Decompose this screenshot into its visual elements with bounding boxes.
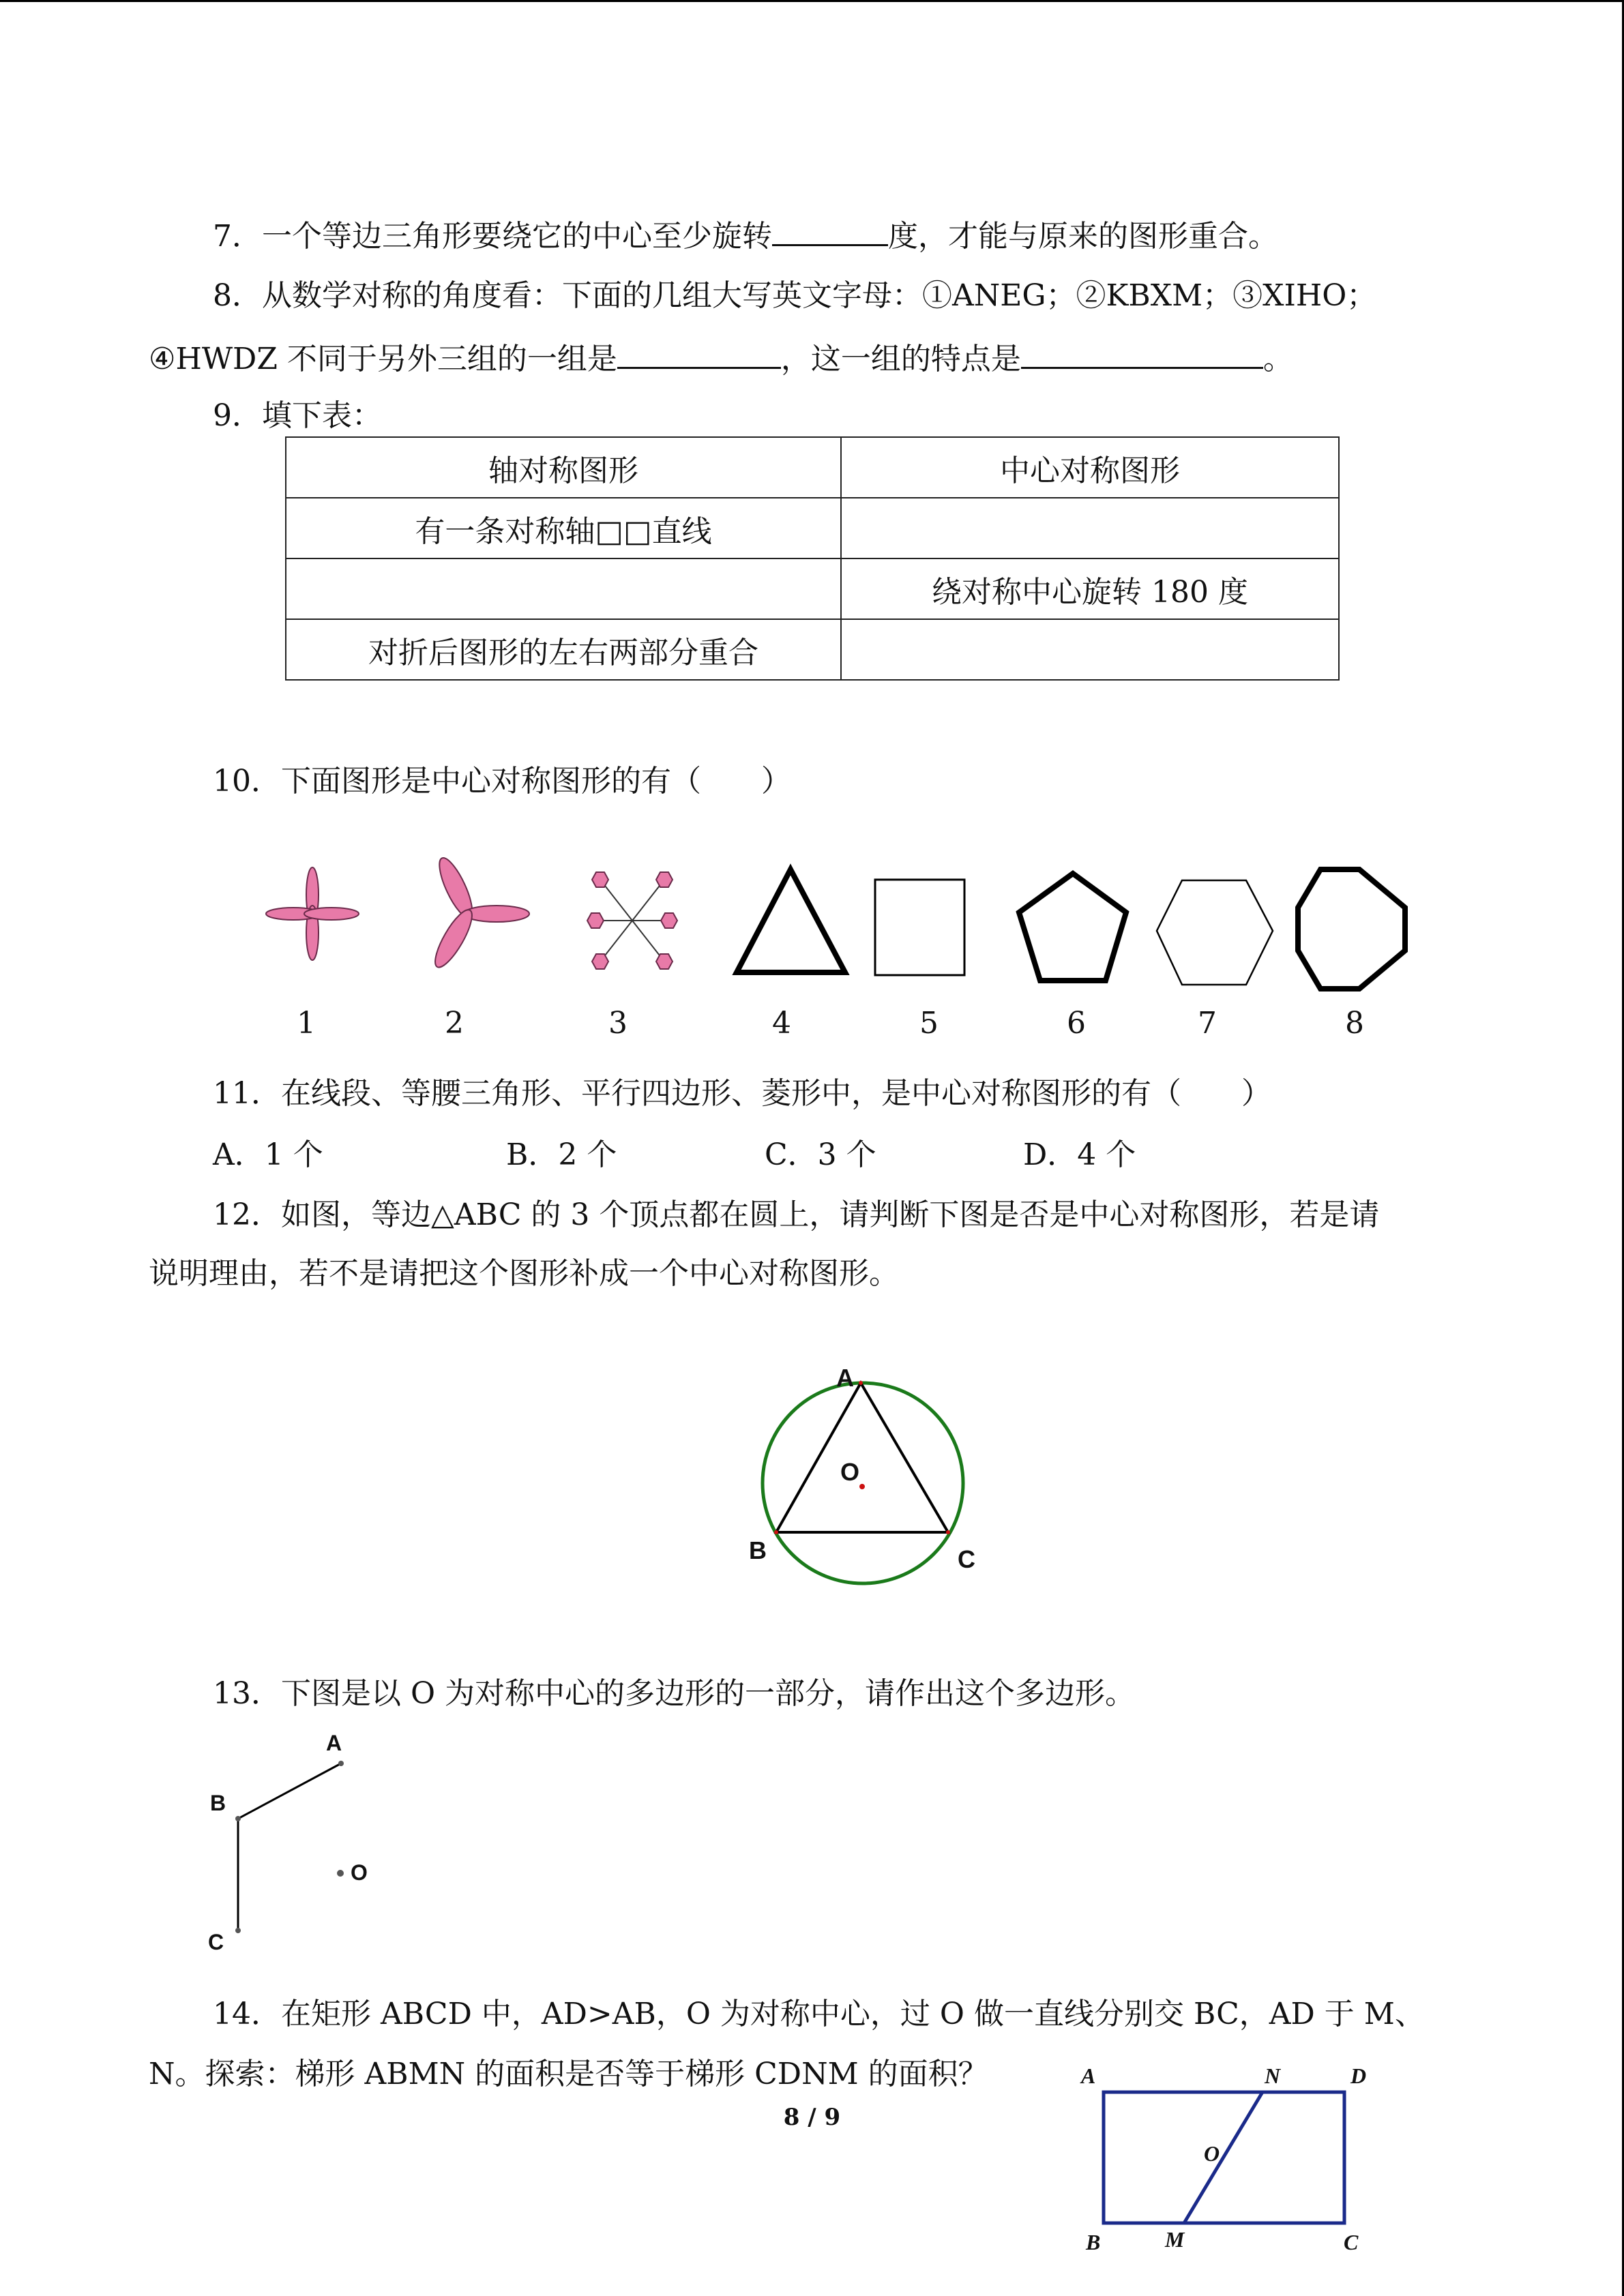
point-label-b: B: [749, 1536, 767, 1564]
figure-label: 6: [1067, 1006, 1086, 1041]
page-number: 8 / 9: [783, 2104, 841, 2131]
question-12-line2: 说明理由，若不是请把这个图形补成一个中心对称图形。: [149, 1256, 899, 1291]
point-label-a: A: [1081, 2063, 1096, 2088]
question-14-line2: N。探索：梯形 ABMN 的面积是否等于梯形 CDNM 的面积？: [149, 2057, 988, 2091]
option-b: B．2 个: [506, 1137, 617, 1172]
point-label-c: C: [1344, 2230, 1359, 2254]
figure-label: 1: [297, 1006, 316, 1041]
table-header: 轴对称图形: [286, 437, 841, 498]
question-9-title: 9．填下表：: [213, 398, 382, 433]
option-c: C．3 个: [765, 1137, 876, 1172]
point-label-o: O: [1204, 2141, 1220, 2166]
table-cell: 有一条对称轴□□直线: [286, 498, 841, 558]
question-12-line1: 12．如图，等边△ABC 的 3 个顶点都在圆上，请判断下图是否是中心对称图形，若是请: [213, 1197, 1380, 1232]
point-label-d: D: [1350, 2063, 1367, 2088]
question-8-line1: 8．从数学对称的角度看：下面的几组大写英文字母：①ANEG；②KBXM；③XIHO；: [213, 278, 1377, 313]
point-label-a: A: [836, 1364, 854, 1392]
question-11: 11．在线段、等腰三角形、平行四边形、菱形中，是中心对称图形的有（ ）: [213, 1076, 1271, 1111]
question-7: 7．一个等边三角形要绕它的中心至少旋转 度，才能与原来的图形重合。: [213, 214, 1278, 257]
point-label-n: N: [1265, 2063, 1281, 2088]
point-label-o: O: [351, 1860, 368, 1885]
question-14-line1: 14．在矩形 ABCD 中，AD>AB，O 为对称中心，过 O 做一直线分别交 BC，AD 于 M、: [213, 1997, 1425, 2031]
option-a: A．1 个: [213, 1137, 323, 1172]
figure-label: 4: [772, 1006, 791, 1041]
table-header: 中心对称图形: [841, 437, 1339, 498]
figure-label: 7: [1198, 1006, 1217, 1041]
point-label-a: A: [326, 1731, 342, 1755]
table-cell: 对折后图形的左右两部分重合: [286, 619, 841, 680]
question-13: 13．下图是以 O 为对称中心的多边形的一部分，请作出这个多边形。: [213, 1676, 1136, 1711]
figure-label: 5: [919, 1006, 939, 1041]
figure-label: 2: [445, 1006, 464, 1041]
figure-label: 8: [1345, 1006, 1364, 1041]
point-label-m: M: [1165, 2227, 1185, 2252]
point-label-c: C: [958, 1545, 975, 1573]
point-label-o: O: [840, 1458, 860, 1486]
option-d: D．4 个: [1023, 1137, 1136, 1172]
table-cell: 绕对称中心旋转 180 度: [841, 558, 1339, 619]
question-10: 10．下面图形是中心对称图形的有（ ）: [213, 764, 791, 799]
figure-label: 3: [608, 1006, 628, 1041]
point-label-b: B: [210, 1791, 226, 1815]
point-label-c: C: [208, 1930, 224, 1954]
point-label-b: B: [1086, 2230, 1101, 2254]
question-8-line2: ④HWDZ 不同于另外三组的一组是 ，这一组的特点是 。: [149, 337, 1293, 380]
